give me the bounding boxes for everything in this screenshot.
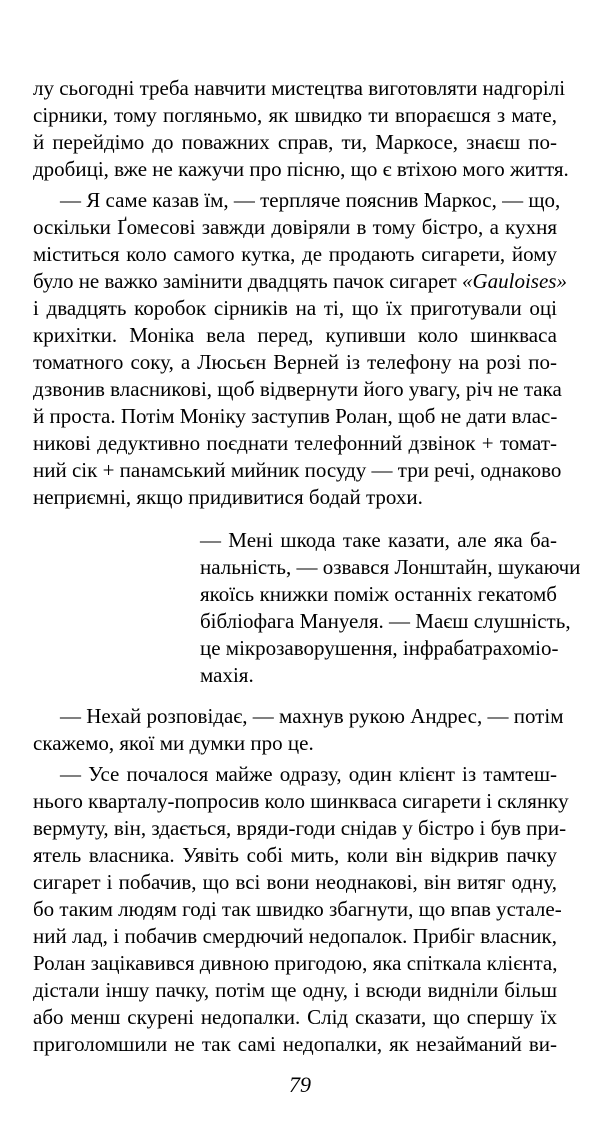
text-line: ний сік + панамський мийник посуду — три речі, однаково bbox=[33, 458, 562, 482]
text-line-with-brand bbox=[33, 268, 567, 295]
brand-name: «Gauloises» bbox=[461, 269, 567, 293]
text-line: або менш скурені недопалки. Слід сказати, що спершу їх bbox=[33, 1005, 557, 1029]
text-line: — Усе почалося майже одразу, один клієнт із тамтеш- bbox=[60, 762, 557, 786]
text-line: оскільки Ґомесові завжди довіряли в тому бістро, а кухня bbox=[33, 215, 557, 239]
text-line: нього кварталу-попросив коло шинкваса сигарети і склянку bbox=[33, 789, 569, 813]
text-line: сигарет і побачив, що всі вони неоднакові, він витяг одну, bbox=[33, 870, 557, 894]
text-line: лу сьогодні треба навчити мистецтва виготовляти надгорілі bbox=[33, 76, 566, 100]
text-line: й перейдімо до поважних справ, ти, Маркосе, знаєш по- bbox=[33, 130, 557, 154]
text-line: сірники, тому погляньмо, як швидко ти впораєшся з мате, bbox=[33, 103, 557, 127]
text-line: дробиці, вже не кажучи про пісню, що є втіхою мого життя. bbox=[33, 157, 569, 181]
text-line: Ролан зацікавився дивною пригодою, яка спіткала клієнта, bbox=[33, 951, 558, 975]
page-number: 79 bbox=[289, 1072, 311, 1097]
text-line: дістали іншу пачку, потім ще одну, і всюди видніли більш bbox=[33, 978, 557, 1002]
text-line: ний лад, і побачив смердючий недопалок. Прибіг власник, bbox=[33, 924, 557, 948]
text-line: бо таким людям годі так швидко збагнути, що впав устале- bbox=[33, 897, 562, 921]
quote-line: — Мені шкода таке казати, але яка ба- bbox=[200, 528, 557, 552]
quote-line: нальність, — озвався Лонштайн, шукаючи bbox=[200, 555, 581, 579]
text-line: дзвонив власникові, щоб відвернути його увагу, річ не така bbox=[33, 377, 562, 401]
text-line: — Я саме казав їм, — терпляче пояснив Маркос, — що, bbox=[60, 188, 561, 212]
text-line: міститься коло самого кутка, де продають сигарети, йому bbox=[33, 242, 557, 266]
text-line: скажемо, якої ми думки про це. bbox=[33, 731, 314, 755]
text-line: — Нехай розповідає, — махнув рукою Андрес, — потім bbox=[60, 704, 564, 728]
text-fragment: було не важко замінити двадцять пачок сигарет bbox=[33, 269, 462, 293]
text-line: никові дедуктивно поєднати телефонний дзвінок + томат- bbox=[33, 431, 557, 455]
quote-line: якоїсь книжки поміж останніх гекатомб bbox=[200, 582, 557, 606]
quote-line: бібліофага Мануеля. — Маєш слушність, bbox=[200, 609, 571, 633]
text-line: неприємні, якщо придивитися бодай трохи. bbox=[33, 485, 423, 509]
quote-line: махія. bbox=[200, 663, 254, 687]
text-line: й проста. Потім Моніку заступив Ролан, щоб не дати влас- bbox=[33, 404, 558, 428]
text-line: ятель власника. Уявіть собі мить, коли він відкрив пачку bbox=[33, 843, 557, 867]
quote-line: це мікрозаворушення, інфрабатрахоміо- bbox=[200, 636, 559, 660]
text-line: вермуту, він, здається, вряди-годи снідав у бістро і був при- bbox=[33, 816, 567, 840]
text-line: приголомшили не так самі недопалки, як незайманий ви- bbox=[33, 1032, 557, 1056]
text-line: крихітки. Моніка вела перед, купивши коло шинкваса bbox=[33, 323, 557, 347]
text-line: томатного соку, а Люсьєн Верней із телефону на розі по- bbox=[33, 350, 557, 374]
text-line: і двадцять коробок сірників на ті, що їх приготували оці bbox=[33, 296, 557, 320]
